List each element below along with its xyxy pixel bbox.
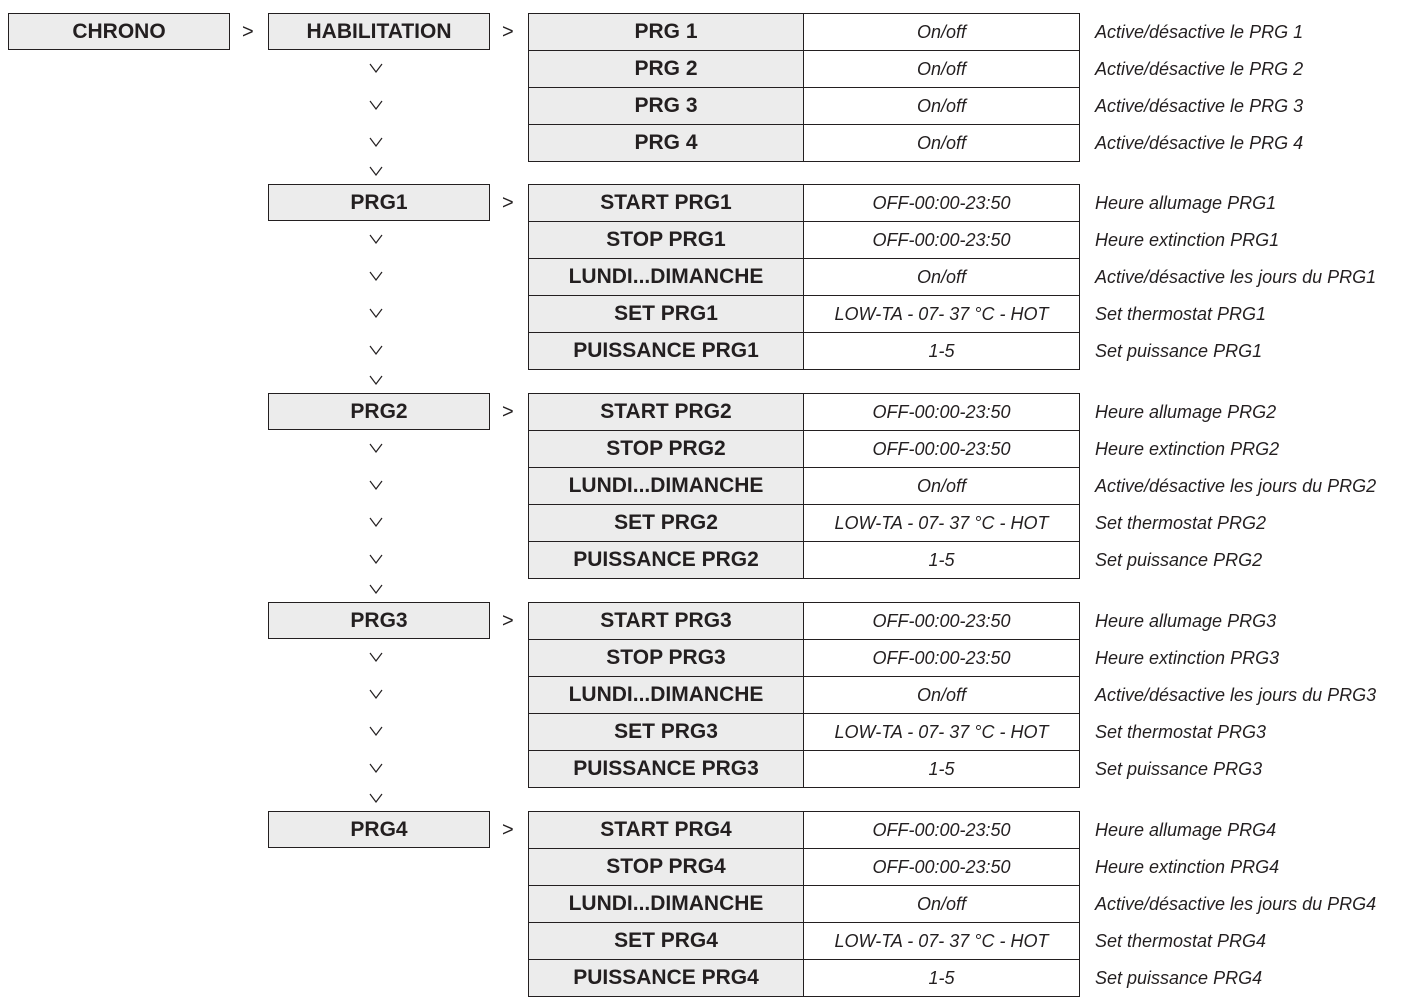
row-label: STOP PRG3 <box>528 640 804 676</box>
table-row[interactable] <box>528 751 1080 788</box>
table-row[interactable] <box>528 812 1080 849</box>
down-chevron-icon <box>369 652 383 662</box>
prg2-table <box>528 393 1080 579</box>
row-label: PRG 1 <box>528 14 804 50</box>
row-description: Heure extinction PRG1 <box>1095 230 1280 250</box>
prg3-box[interactable]: PRG3 <box>268 602 490 639</box>
down-chevron-icon <box>369 443 383 453</box>
row-value: OFF-00:00-23:50 <box>804 849 1080 885</box>
row-value: LOW-TA - 07- 37 °C - HOT <box>804 923 1080 959</box>
separator-arrow: > <box>502 819 514 841</box>
table-row[interactable] <box>528 714 1080 751</box>
row-description: Set thermostat PRG2 <box>1095 513 1267 533</box>
habilitation-table <box>528 13 1080 162</box>
table-row[interactable] <box>528 222 1080 259</box>
row-value: OFF-00:00-23:50 <box>804 603 1080 639</box>
row-value: OFF-00:00-23:50 <box>804 222 1080 258</box>
row-value: On/off <box>804 677 1080 713</box>
table-row[interactable] <box>528 14 1080 51</box>
row-description: Set puissance PRG4 <box>1095 968 1263 988</box>
table-row[interactable] <box>528 849 1080 886</box>
row-label: STOP PRG4 <box>528 849 804 885</box>
row-value: On/off <box>804 886 1080 922</box>
row-description: Set thermostat PRG4 <box>1095 931 1267 951</box>
row-label: PUISSANCE PRG3 <box>528 751 804 787</box>
prg1-box[interactable]: PRG1 <box>268 184 490 221</box>
row-label: LUNDI...DIMANCHE <box>528 468 804 504</box>
prg2-descriptions <box>1095 394 1376 579</box>
row-label: SET PRG2 <box>528 505 804 541</box>
row-value: 1-5 <box>804 960 1080 996</box>
row-label: PUISSANCE PRG1 <box>528 333 804 369</box>
row-value: LOW-TA - 07- 37 °C - HOT <box>804 505 1080 541</box>
row-label: SET PRG1 <box>528 296 804 332</box>
row-label: PUISSANCE PRG4 <box>528 960 804 996</box>
table-row[interactable] <box>528 505 1080 542</box>
table-row[interactable] <box>528 886 1080 923</box>
down-chevron-icon <box>369 271 383 281</box>
row-label: LUNDI...DIMANCHE <box>528 259 804 295</box>
prg3-table <box>528 602 1080 788</box>
table-row[interactable] <box>528 640 1080 677</box>
row-description: Set puissance PRG2 <box>1095 550 1263 570</box>
row-label: START PRG4 <box>528 812 804 848</box>
down-chevron-icon <box>369 308 383 318</box>
row-value: On/off <box>804 125 1080 161</box>
prg1-descriptions <box>1095 185 1376 370</box>
separator-arrow: > <box>502 401 514 423</box>
row-value: 1-5 <box>804 751 1080 787</box>
down-chevron-icon <box>369 166 383 176</box>
row-label: START PRG2 <box>528 394 804 430</box>
row-label: STOP PRG1 <box>528 222 804 258</box>
row-value: OFF-00:00-23:50 <box>804 640 1080 676</box>
row-description: Heure allumage PRG1 <box>1095 193 1277 213</box>
table-row[interactable] <box>528 185 1080 222</box>
separator-arrow: > <box>502 21 514 43</box>
down-chevron-icon <box>369 345 383 355</box>
prg3-descriptions <box>1095 603 1376 788</box>
table-row[interactable] <box>528 88 1080 125</box>
row-label: PUISSANCE PRG2 <box>528 542 804 578</box>
down-chevron-icon <box>369 375 383 385</box>
table-row[interactable] <box>528 296 1080 333</box>
down-chevron-icon <box>369 584 383 594</box>
row-description: Active/désactive les jours du PRG1 <box>1095 267 1377 287</box>
table-row[interactable] <box>528 51 1080 88</box>
row-description: Set puissance PRG1 <box>1095 341 1263 361</box>
table-row[interactable] <box>528 394 1080 431</box>
row-value: OFF-00:00-23:50 <box>804 431 1080 467</box>
row-value: 1-5 <box>804 542 1080 578</box>
row-description: Set puissance PRG3 <box>1095 759 1263 779</box>
table-row[interactable] <box>528 960 1080 997</box>
row-label: SET PRG3 <box>528 714 804 750</box>
row-description: Heure extinction PRG3 <box>1095 648 1280 668</box>
separator-arrow: > <box>242 21 254 43</box>
row-label: PRG 4 <box>528 125 804 161</box>
table-row[interactable] <box>528 923 1080 960</box>
row-description: Heure allumage PRG3 <box>1095 611 1277 631</box>
row-value: LOW-TA - 07- 37 °C - HOT <box>804 296 1080 332</box>
row-value: OFF-00:00-23:50 <box>804 394 1080 430</box>
down-chevron-icon <box>369 63 383 73</box>
row-label: STOP PRG2 <box>528 431 804 467</box>
down-chevron-icon <box>369 689 383 699</box>
row-description: Heure allumage PRG4 <box>1095 820 1277 840</box>
row-label: LUNDI...DIMANCHE <box>528 886 804 922</box>
table-row[interactable] <box>528 468 1080 505</box>
down-chevron-icon <box>369 234 383 244</box>
row-label: START PRG1 <box>528 185 804 221</box>
row-value: OFF-00:00-23:50 <box>804 185 1080 221</box>
row-description: Active/désactive les jours du PRG3 <box>1095 685 1377 705</box>
row-label: LUNDI...DIMANCHE <box>528 677 804 713</box>
row-value: On/off <box>804 259 1080 295</box>
row-description: Active/désactive les jours du PRG2 <box>1095 476 1377 496</box>
down-chevron-icon <box>369 554 383 564</box>
row-description: Set thermostat PRG1 <box>1095 304 1267 324</box>
row-label: START PRG3 <box>528 603 804 639</box>
row-label: SET PRG4 <box>528 923 804 959</box>
separator-arrow: > <box>502 610 514 632</box>
table-row[interactable] <box>528 603 1080 640</box>
row-value: OFF-00:00-23:50 <box>804 812 1080 848</box>
chrono-box[interactable]: CHRONO <box>8 13 230 50</box>
row-description: Active/désactive le PRG 3 <box>1095 96 1304 116</box>
separator-arrow: > <box>502 192 514 214</box>
row-description: Set thermostat PRG3 <box>1095 722 1267 742</box>
table-row[interactable] <box>528 125 1080 162</box>
row-description: Active/désactive le PRG 2 <box>1095 59 1304 79</box>
table-row[interactable] <box>528 542 1080 579</box>
row-description: Active/désactive le PRG 1 <box>1095 22 1304 42</box>
row-value: On/off <box>804 88 1080 124</box>
down-chevron-icon <box>369 137 383 147</box>
habilitation-descriptions <box>1095 14 1303 162</box>
row-label: PRG 3 <box>528 88 804 124</box>
table-row[interactable] <box>528 431 1080 468</box>
row-description: Active/désactive le PRG 4 <box>1095 133 1304 153</box>
row-label: PRG 2 <box>528 51 804 87</box>
row-value: LOW-TA - 07- 37 °C - HOT <box>804 714 1080 750</box>
down-chevron-icon <box>369 517 383 527</box>
table-row[interactable] <box>528 333 1080 370</box>
down-chevron-icon <box>369 793 383 803</box>
row-value: On/off <box>804 468 1080 504</box>
prg2-box[interactable]: PRG2 <box>268 393 490 430</box>
row-value: On/off <box>804 14 1080 50</box>
down-chevron-icon <box>369 726 383 736</box>
down-chevron-icon <box>369 763 383 773</box>
row-description: Heure extinction PRG4 <box>1095 857 1280 877</box>
prg1-table <box>528 184 1080 370</box>
row-description: Active/désactive les jours du PRG4 <box>1095 894 1377 914</box>
down-chevron-icon <box>369 480 383 490</box>
prg4-box[interactable]: PRG4 <box>268 811 490 848</box>
row-value: On/off <box>804 51 1080 87</box>
prg4-table <box>528 811 1080 997</box>
row-description: Heure extinction PRG2 <box>1095 439 1280 459</box>
row-value: 1-5 <box>804 333 1080 369</box>
table-row[interactable] <box>528 259 1080 296</box>
habilitation-box[interactable]: HABILITATION <box>268 13 490 50</box>
table-row[interactable] <box>528 677 1080 714</box>
down-chevron-icon <box>369 100 383 110</box>
prg4-descriptions <box>1095 812 1376 997</box>
row-description: Heure allumage PRG2 <box>1095 402 1277 422</box>
